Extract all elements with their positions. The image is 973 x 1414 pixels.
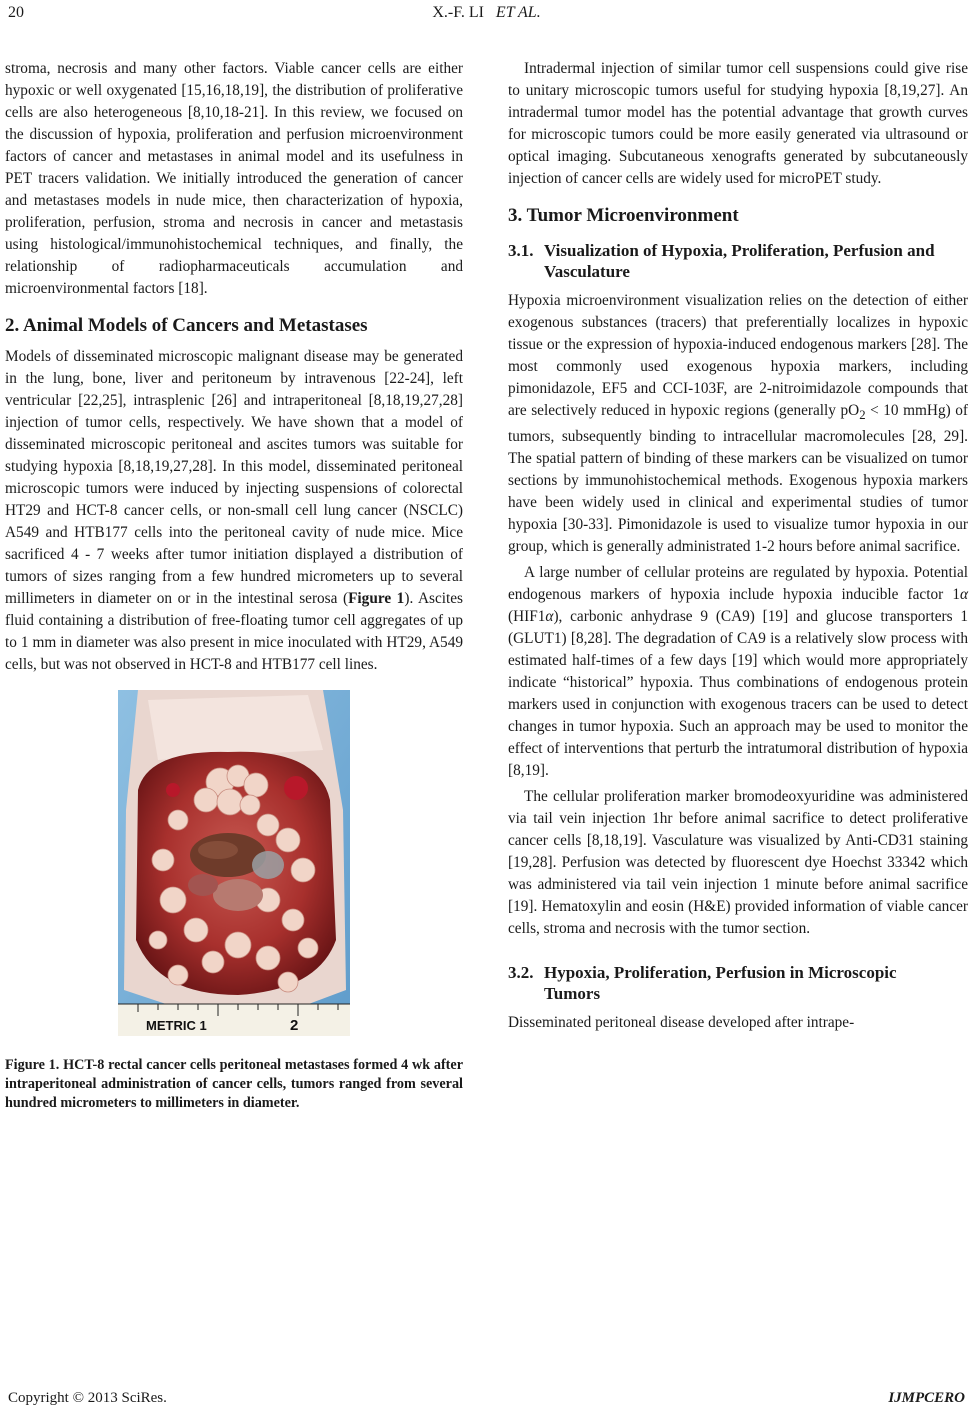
subscript-2: 2 (859, 408, 866, 423)
section-2-heading: 2. Animal Models of Cancers and Metastases (5, 315, 368, 336)
page-number: 20 (8, 4, 24, 21)
ruler-label: METRIC 1 (146, 1018, 207, 1033)
running-head-author: X.-F. LI (432, 4, 484, 21)
endogenous-markers-paragraph (508, 562, 968, 782)
endogenous-text-mid: (HIF1 (508, 608, 546, 626)
section-3-2-paragraph: Disseminated peritoneal disease developed after intrape- (508, 1014, 855, 1032)
right-column (508, 58, 968, 1034)
page-header (0, 0, 973, 30)
page-footer (0, 1380, 973, 1410)
section-3-2-number: 3.2. (508, 963, 534, 983)
intradermal-paragraph: Intradermal injection of similar tumor cell suspensions could give rise to unitary microscopic tumors useful for studying hypoxia [8,19,27]. An intradermal tumor model has the potential advantage that growth curves for microscopic tumors could be more easily generated via ultrasound or optical imaging. Subcutaneous xenografts generated by subcutaneously injection of cancer cells are widely used for microPET study. (508, 60, 968, 187)
intro-paragraph: stroma, necrosis and many other factors. Viable cancer cells are either hypoxic or well oxygenated [15,16,18,19], the distribution of proliferative cells are also heterogeneous [8,10,18-21]. In this review, we focused on the discussion of hypoxia, proliferation and perfusion microenvironment factors of cancer and metastases in animal model and its usefulness in PET tracers validation. We initially introduced the generation of cancer and metastases models in nude mice, then characterization of hypoxia, proliferation, perfusion, stroma and necrosis in cancer and metastasis using histological/immunohistochemical techniques, and finally, the relationship of radiopharmaceuticals accumulation and microenvironmental factors [18]. (5, 60, 463, 297)
section-3-2-heading (508, 962, 968, 1004)
proliferation-paragraph: The cellular proliferation marker bromodeoxyuridine was administered via tail vein injection 1hr before animal sacrifice to detect proliferative cancer cells [8,18,19]. Vasculature was visualized by Anti-CD31 staining [19,28]. Perfusion was detected by fluorescent dye Hoechst 33342 which was administered via tail vein injection 1 minute before animal sacrifice [19]. Hematoxylin and eosin (H&E) provided information of viable cancer cells, stroma and necrosis with the tumor section. (508, 788, 968, 938)
figure-1-photo (118, 690, 350, 1036)
running-head (0, 4, 973, 22)
alpha-symbol: α (959, 586, 968, 604)
figure-1-reference[interactable]: Figure 1 (348, 590, 405, 607)
section-2-text-pre: Models of disseminated microscopic malignant disease may be generated in the lung, bone, liver and peritoneum by intravenous [22-24], left ventricular [22,25], intrasplenic [26] and intraperitoneal [8,18,19,27,28] injection of tumor cells, respectively. We have shown that a model of disseminated microscopic peritoneal and ascites tumors was suitable for studying hypoxia [8,18,19,27,28]. In this model, disseminated peritoneal microscopic tumors were induced by injecting suspensions of colorectal HT29 and HCT-8 cancer cells, or non-small cell lung cancer (NSCLC) A549 and HTB177 cells into the peritoneal cavity of nude mice. Mice sacrificed 4 - 7 weeks after tumor initiation displayed a distribution of tumors of sizes ranging from a few hundred micrometers up to several millimeters in diameter on or in the intestinal serosa ( (5, 348, 463, 607)
section-3-1-number: 3.1. (508, 241, 534, 260)
section-3-1-title: Visualization of Hypoxia, Proliferation, Perfusion and Vasculature (544, 241, 935, 281)
hypoxia-text-pre: Hypoxia microenvironment visualization relies on the detection of either exogenous substances (tracers) that preferentially localizes in hypoxic tissue or the expression of hypoxia-induced endogenous markers [28]. The most commonly used exogenous hypoxia markers, including pimonidazole, EF5 and CCI-103F, are 2-nitroimidazole compounds that are selectively reduced in hypoxic regions (generally pO (508, 292, 968, 419)
section-2-text-post: ). Ascites fluid containing a distribution of free-floating tumor cell aggregates of up to 1 mm in diameter was also present in mice inoculated with HT29, A549 cells, but was not observed in HCT-8 and HTB177 cell lines. (5, 590, 464, 673)
ruler-number: 2 (290, 1017, 299, 1034)
section-3-2-title: Hypoxia, Proliferation, Perfusion in Microscopic Tumors (544, 963, 897, 1004)
figure-1-caption: Figure 1. HCT-8 rectal cancer cells peritoneal metastases formed 4 wk after intraperitoneal administration of cancer cells, tumors ranged from several hundred micrometers to millimeters in diameter. (5, 1057, 463, 1111)
alpha-symbol-2: α (545, 608, 554, 626)
hypoxia-text-post: < 10 mmHg) of tumors, subsequently binding to intracellular macromolecules [28, 29]. The spatial pattern of binding of these markers can be visualized on tumor sections by immunohistochemical methods. Exogenous hypoxia markers have been widely used in clinical and experimental studies of tumor hypoxia [30-33]. Pimonidazole is used to visualize tumor hypoxia in our group, which is generally administrated 1-2 hours before animal sacrifice. (508, 402, 968, 556)
endogenous-text-post: ), carbonic anhydrase 9 (CA9) [19] and glucose transporters 1 (GLUT1) [8,28]. The degradation of CA9 is a relatively slow process with estimated half-times of a few days [19] which would more appropriately indicate “historical” hypoxia. Thus combinations of endogenous protein markers used in conjunction with exogenous tracers can be used to detect changes in tumor hypoxia. Such an approach may be used to monitor the effect of interventions that perturb the intratumoral distribution of hypoxia [8,19]. (508, 608, 968, 780)
endogenous-text-pre: A large number of cellular proteins are regulated by hypoxia. Potential endogenous markers of hypoxia include hypoxia inducible factor 1 (508, 564, 968, 604)
copyright: Copyright © 2013 SciRes. (8, 1390, 167, 1406)
section-2-paragraph (5, 346, 463, 676)
hypoxia-paragraph (508, 290, 968, 558)
left-column (5, 58, 463, 1113)
section-3-heading: 3. Tumor Microenvironment (508, 205, 739, 226)
journal-name: IJMPCERO (888, 1390, 965, 1406)
running-head-etal: ET AL. (495, 4, 541, 21)
section-3-1-heading (508, 240, 968, 282)
